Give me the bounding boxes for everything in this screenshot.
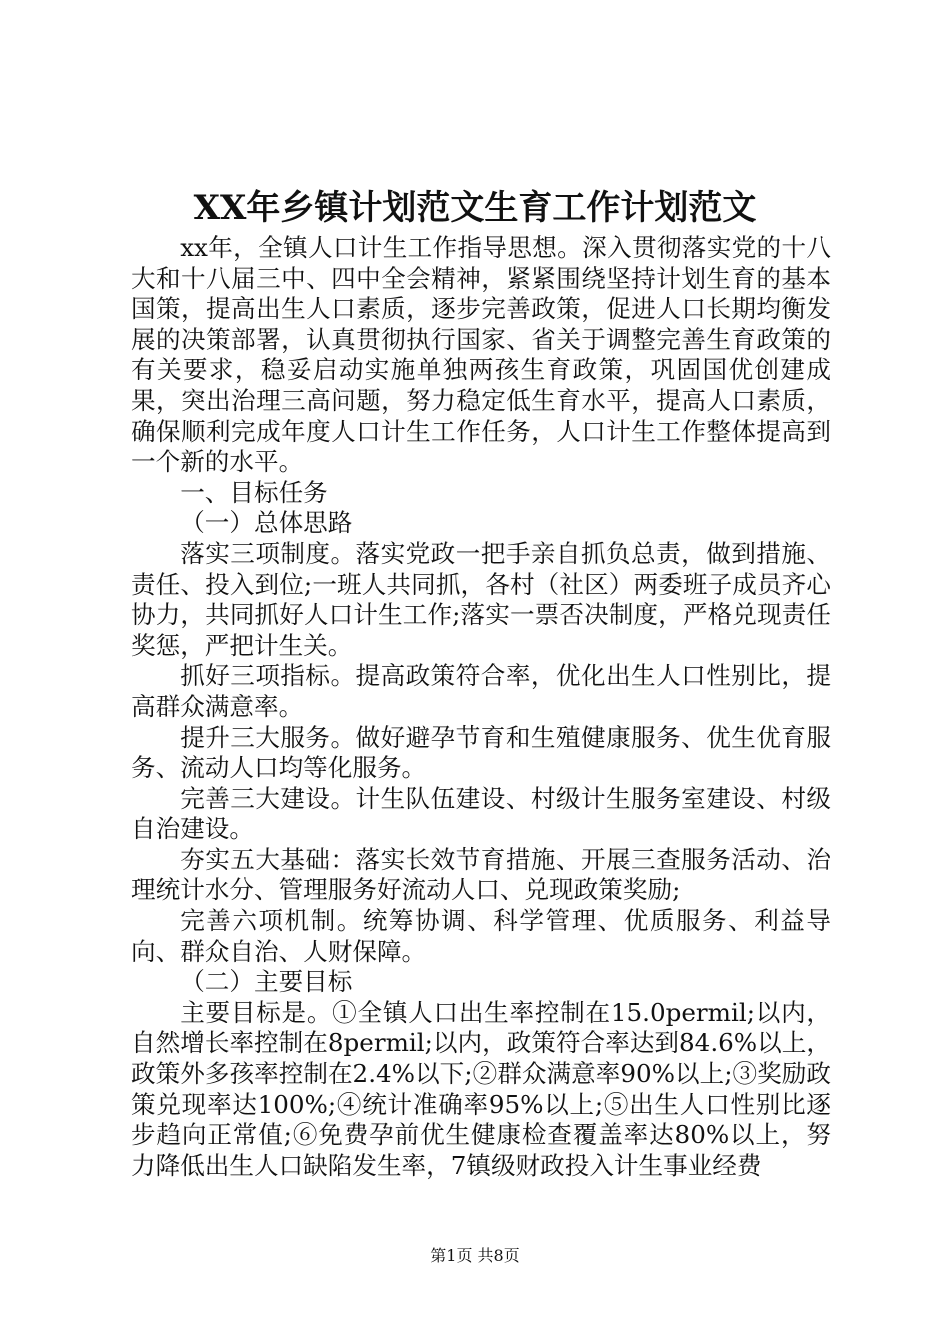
section-heading-goals: 一、目标任务 bbox=[180, 477, 328, 507]
document-body bbox=[131, 233, 831, 1181]
subsection-heading-overall: （一）总体思路 bbox=[180, 508, 353, 538]
paragraph-six-mechanisms: 完善六项机制。统筹协调、科学管理、优质服务、利益导向、群众自治、人财保障。 bbox=[131, 906, 831, 966]
paragraph-three-systems: 落实三项制度。落实党政一把手亲自抓负总责，做到措施、责任、投入到位;一班人共同抓，各村（社区）两委班子成员齐心协力，共同抓好人口计生工作;落实一票否决制度，严格兑现责任奖惩，严把计生关。 bbox=[131, 538, 831, 660]
subsection-heading-main-goals: （二）主要目标 bbox=[180, 967, 353, 997]
document-title: XX年乡镇计划范文生育工作计划范文 bbox=[193, 188, 757, 228]
paragraph-five-foundations: 夯实五大基础：落实长效节育措施、开展三查服务活动、治理统计水分、管理服务好流动人口、兑现政策奖励; bbox=[131, 844, 831, 905]
paragraph-main-goals: 主要目标是。①全镇人口出生率控制在15.0permil;以内，自然增长率控制在8permil;以内，政策符合率达到84.6%以上，政策外多孩率控制在2.4%以下;②群众满意率90%以上;③奖励政策兑现率达100%;④统计准确率95%以上;⑤出生人口性别比逐步趋向正常值;⑥免费孕前优生健康检查覆盖率达80%以上，努力降低出生人口缺陷发生率，7镇级财政投入计生事业经费 bbox=[131, 997, 831, 1180]
page-footer: 第1页 共8页 bbox=[430, 1246, 520, 1265]
paragraph-three-constructions: 完善三大建设。计生队伍建设、村级计生服务室建设、村级自治建设。 bbox=[131, 783, 831, 844]
paragraph-intro: xx年，全镇人口计生工作指导思想。深入贯彻落实党的十八大和十八届三中、四中全会精神，紧紧围绕坚持计划生育的基本国策，提高出生人口素质，逐步完善政策，促进人口长期均衡发展的决策部署，认真贯彻执行国家、省关于调整完善生育政策的有关要求，稳妥启动实施单独两孩生育政策，巩固国优创建成果，突出治理三高问题，努力稳定低生育水平，提高人口素质，确保顺利完成年度人口计生工作任务，人口计生工作整体提高到一个新的水平。 bbox=[131, 233, 831, 477]
paragraph-three-indicators: 抓好三项指标。提高政策符合率，优化出生人口性别比，提高群众满意率。 bbox=[131, 661, 831, 721]
paragraph-three-services: 提升三大服务。做好避孕节育和生殖健康服务、优生优育服务、流动人口均等化服务。 bbox=[131, 722, 831, 783]
